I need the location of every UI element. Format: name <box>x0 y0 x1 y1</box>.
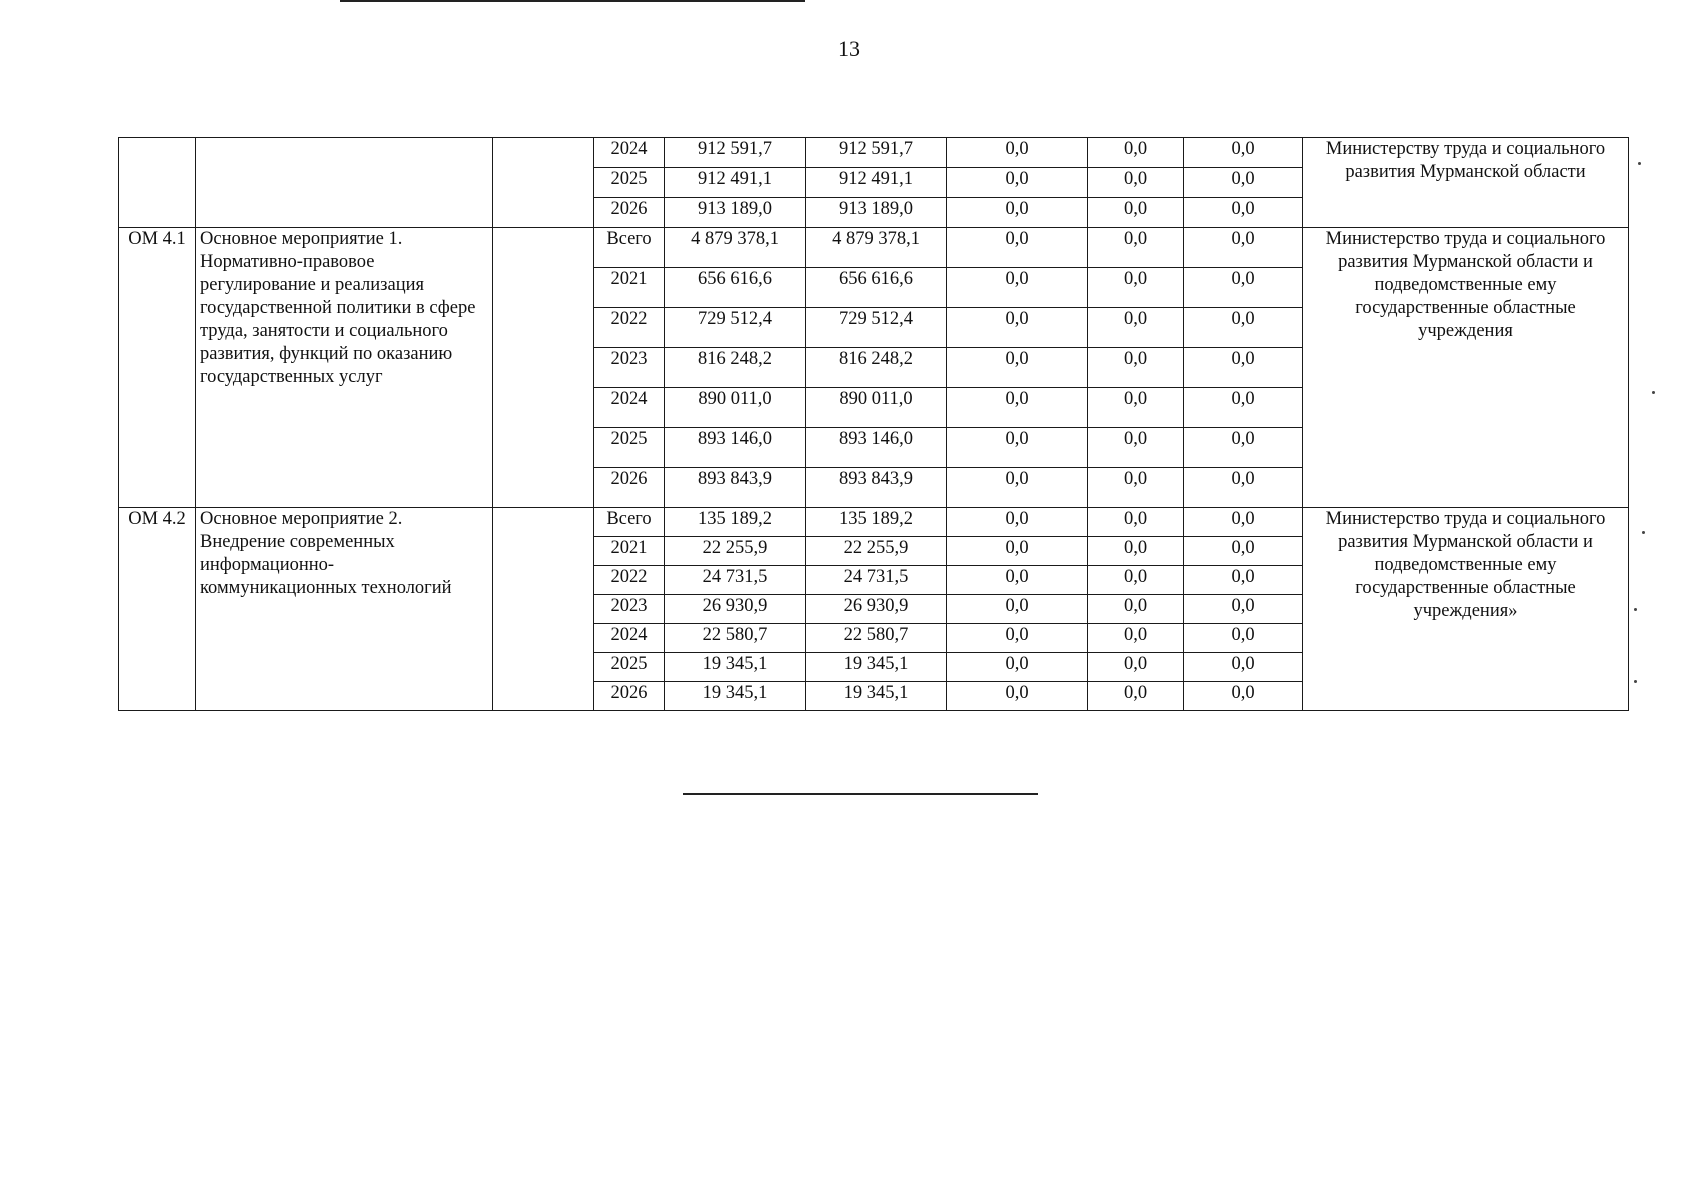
federal-budget-cell: 0,0 <box>947 228 1088 268</box>
total-cell: 912 591,7 <box>665 138 806 168</box>
other-sources-cell: 0,0 <box>1184 388 1303 428</box>
local-budget-cell: 0,0 <box>1088 468 1184 508</box>
federal-budget-cell: 0,0 <box>947 428 1088 468</box>
year-cell: 2021 <box>594 537 665 566</box>
local-budget-cell: 0,0 <box>1088 537 1184 566</box>
page-number: 13 <box>838 36 860 61</box>
regional-budget-cell: 656 616,6 <box>806 268 947 308</box>
regional-budget-cell: 24 731,5 <box>806 566 947 595</box>
event-name: Основное мероприятие 2. Внедрение современных информационно-коммуникационных технологий <box>196 508 493 711</box>
bottom-rule <box>683 793 1038 795</box>
empty-cell <box>493 508 594 711</box>
top-rule <box>340 0 805 2</box>
total-cell: 19 345,1 <box>665 682 806 711</box>
year-cell: 2022 <box>594 308 665 348</box>
regional-budget-cell: 913 189,0 <box>806 198 947 228</box>
executor-cell: Министерству труда и социального развития Мурманской области <box>1303 138 1629 228</box>
regional-budget-cell: 22 580,7 <box>806 624 947 653</box>
scan-speck <box>1638 162 1641 165</box>
regional-budget-cell: 816 248,2 <box>806 348 947 388</box>
table-body <box>119 138 1629 711</box>
total-cell: 912 491,1 <box>665 168 806 198</box>
total-cell: 26 930,9 <box>665 595 806 624</box>
total-cell: 893 146,0 <box>665 428 806 468</box>
total-cell: 22 580,7 <box>665 624 806 653</box>
scan-speck <box>1634 680 1637 683</box>
year-cell: 2025 <box>594 428 665 468</box>
other-sources-cell: 0,0 <box>1184 468 1303 508</box>
total-cell: 913 189,0 <box>665 198 806 228</box>
local-budget-cell: 0,0 <box>1088 268 1184 308</box>
local-budget-cell: 0,0 <box>1088 308 1184 348</box>
local-budget-cell: 0,0 <box>1088 228 1184 268</box>
total-cell: 22 255,9 <box>665 537 806 566</box>
other-sources-cell: 0,0 <box>1184 595 1303 624</box>
empty-cell <box>493 228 594 508</box>
year-cell: Всего <box>594 508 665 537</box>
event-code <box>119 138 196 228</box>
empty-cell <box>493 138 594 228</box>
regional-budget-cell: 135 189,2 <box>806 508 947 537</box>
federal-budget-cell: 0,0 <box>947 566 1088 595</box>
local-budget-cell: 0,0 <box>1088 428 1184 468</box>
year-cell: 2024 <box>594 138 665 168</box>
local-budget-cell: 0,0 <box>1088 138 1184 168</box>
total-cell: 135 189,2 <box>665 508 806 537</box>
total-cell: 24 731,5 <box>665 566 806 595</box>
other-sources-cell: 0,0 <box>1184 624 1303 653</box>
regional-budget-cell: 912 591,7 <box>806 138 947 168</box>
local-budget-cell: 0,0 <box>1088 624 1184 653</box>
regional-budget-cell: 729 512,4 <box>806 308 947 348</box>
federal-budget-cell: 0,0 <box>947 595 1088 624</box>
regional-budget-cell: 912 491,1 <box>806 168 947 198</box>
regional-budget-cell: 19 345,1 <box>806 682 947 711</box>
executor-cell: Министерство труда и социального развития Мурманской области и подведомственные ему государственные областные учреждения» <box>1303 508 1629 711</box>
year-cell: 2024 <box>594 388 665 428</box>
other-sources-cell: 0,0 <box>1184 508 1303 537</box>
regional-budget-cell: 893 146,0 <box>806 428 947 468</box>
federal-budget-cell: 0,0 <box>947 268 1088 308</box>
federal-budget-cell: 0,0 <box>947 624 1088 653</box>
regional-budget-cell: 19 345,1 <box>806 653 947 682</box>
other-sources-cell: 0,0 <box>1184 228 1303 268</box>
local-budget-cell: 0,0 <box>1088 198 1184 228</box>
regional-budget-cell: 890 011,0 <box>806 388 947 428</box>
year-cell: 2022 <box>594 566 665 595</box>
other-sources-cell: 0,0 <box>1184 198 1303 228</box>
local-budget-cell: 0,0 <box>1088 348 1184 388</box>
local-budget-cell: 0,0 <box>1088 168 1184 198</box>
federal-budget-cell: 0,0 <box>947 388 1088 428</box>
table-row <box>119 138 1629 168</box>
regional-budget-cell: 4 879 378,1 <box>806 228 947 268</box>
other-sources-cell: 0,0 <box>1184 348 1303 388</box>
federal-budget-cell: 0,0 <box>947 653 1088 682</box>
year-cell: 2021 <box>594 268 665 308</box>
table-row <box>119 228 1629 268</box>
budget-table <box>118 137 1629 711</box>
other-sources-cell: 0,0 <box>1184 428 1303 468</box>
federal-budget-cell: 0,0 <box>947 308 1088 348</box>
event-code: ОМ 4.1 <box>119 228 196 508</box>
regional-budget-cell: 26 930,9 <box>806 595 947 624</box>
federal-budget-cell: 0,0 <box>947 468 1088 508</box>
event-name <box>196 138 493 228</box>
scan-speck <box>1634 608 1637 611</box>
local-budget-cell: 0,0 <box>1088 595 1184 624</box>
federal-budget-cell: 0,0 <box>947 168 1088 198</box>
year-cell: 2026 <box>594 468 665 508</box>
year-cell: 2026 <box>594 198 665 228</box>
federal-budget-cell: 0,0 <box>947 682 1088 711</box>
year-cell: 2023 <box>594 595 665 624</box>
other-sources-cell: 0,0 <box>1184 566 1303 595</box>
federal-budget-cell: 0,0 <box>947 537 1088 566</box>
local-budget-cell: 0,0 <box>1088 388 1184 428</box>
other-sources-cell: 0,0 <box>1184 308 1303 348</box>
event-code: ОМ 4.2 <box>119 508 196 711</box>
other-sources-cell: 0,0 <box>1184 682 1303 711</box>
year-cell: 2024 <box>594 624 665 653</box>
total-cell: 19 345,1 <box>665 653 806 682</box>
year-cell: 2025 <box>594 168 665 198</box>
regional-budget-cell: 893 843,9 <box>806 468 947 508</box>
local-budget-cell: 0,0 <box>1088 508 1184 537</box>
total-cell: 816 248,2 <box>665 348 806 388</box>
scan-speck <box>1642 531 1645 534</box>
year-cell: 2023 <box>594 348 665 388</box>
federal-budget-cell: 0,0 <box>947 348 1088 388</box>
executor-cell: Министерство труда и социального развития Мурманской области и подведомственные ему государственные областные учреждения <box>1303 228 1629 508</box>
total-cell: 893 843,9 <box>665 468 806 508</box>
federal-budget-cell: 0,0 <box>947 198 1088 228</box>
local-budget-cell: 0,0 <box>1088 566 1184 595</box>
other-sources-cell: 0,0 <box>1184 268 1303 308</box>
other-sources-cell: 0,0 <box>1184 168 1303 198</box>
table-row <box>119 508 1629 537</box>
regional-budget-cell: 22 255,9 <box>806 537 947 566</box>
year-cell: 2026 <box>594 682 665 711</box>
event-name: Основное мероприятие 1. Нормативно-правовое регулирование и реализация государственной политики в сфере труда, занятости и социального развития, функций по оказанию государственных услуг <box>196 228 493 508</box>
federal-budget-cell: 0,0 <box>947 508 1088 537</box>
other-sources-cell: 0,0 <box>1184 537 1303 566</box>
total-cell: 4 879 378,1 <box>665 228 806 268</box>
federal-budget-cell: 0,0 <box>947 138 1088 168</box>
other-sources-cell: 0,0 <box>1184 653 1303 682</box>
total-cell: 729 512,4 <box>665 308 806 348</box>
total-cell: 656 616,6 <box>665 268 806 308</box>
total-cell: 890 011,0 <box>665 388 806 428</box>
local-budget-cell: 0,0 <box>1088 682 1184 711</box>
other-sources-cell: 0,0 <box>1184 138 1303 168</box>
year-cell: Всего <box>594 228 665 268</box>
scan-speck <box>1652 391 1655 394</box>
local-budget-cell: 0,0 <box>1088 653 1184 682</box>
year-cell: 2025 <box>594 653 665 682</box>
